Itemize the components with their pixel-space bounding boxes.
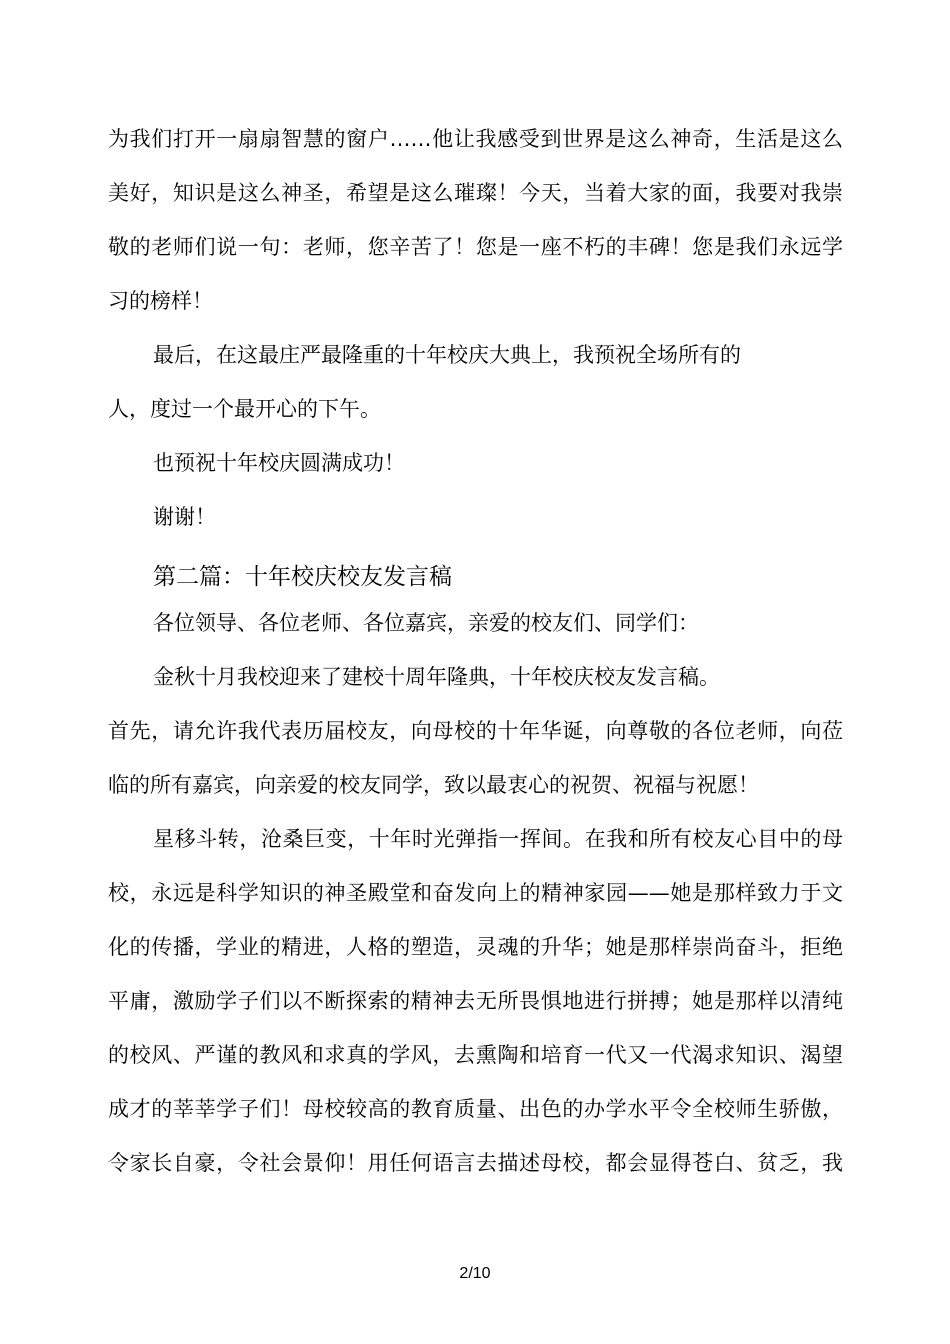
paragraph-line: 金秋十月我校迎来了建校十周年隆典，十年校庆校友发言稿。 bbox=[153, 665, 720, 689]
paragraph-line: 敬的老师们说一句：老师，您辛苦了！您是一座不朽的丰碑！您是我们永远学 bbox=[108, 235, 843, 259]
section-heading: 第二篇：十年校庆校友发言稿 bbox=[153, 564, 452, 590]
paragraph-line: 也预祝十年校庆圆满成功！ bbox=[153, 451, 405, 475]
page-number: 2/10 bbox=[459, 1265, 491, 1282]
salutation: 各位领导、各位老师、各位嘉宾，亲爱的校友们、同学们： bbox=[153, 611, 699, 635]
paragraph-line: 的校风、严谨的教风和求真的学风，去熏陶和培育一代又一代渴求知识、渴望 bbox=[108, 1043, 843, 1067]
paragraph-line: 谢谢！ bbox=[153, 505, 216, 529]
paragraph-line: 美好，知识是这么神圣，希望是这么璀璨！今天，当着大家的面，我要对我崇 bbox=[108, 181, 843, 205]
paragraph-line: 成才的莘莘学子们！母校较高的教育质量、出色的办学水平令全校师生骄傲， bbox=[108, 1097, 843, 1121]
paragraph-line: 最后，在这最庄严最隆重的十年校庆大典上，我预祝全场所有的 bbox=[153, 343, 741, 367]
paragraph-line: 令家长自豪，令社会景仰！用任何语言去描述母校，都会显得苍白、贫乏，我 bbox=[108, 1151, 843, 1175]
paragraph-line: 校，永远是科学知识的神圣殿堂和奋发向上的精神家园——她是那样致力于文 bbox=[108, 881, 843, 905]
paragraph-line: 首先，请允许我代表历届校友，向母校的十年华诞，向尊敬的各位老师，向莅 bbox=[108, 719, 843, 743]
paragraph-line: 临的所有嘉宾，向亲爱的校友同学，致以最衷心的祝贺、祝福与祝愿！ bbox=[108, 773, 759, 797]
paragraph-line: 为我们打开一扇扇智慧的窗户……他让我感受到世界是这么神奇，生活是这么 bbox=[108, 127, 843, 151]
paragraph-line: 平庸，激励学子们以不断探索的精神去无所畏惧地进行拼搏；她是那样以清纯 bbox=[108, 989, 843, 1013]
paragraph-line: 人，度过一个最开心的下午。 bbox=[108, 397, 381, 421]
paragraph-line: 习的榜样！ bbox=[108, 289, 213, 313]
paragraph-line: 化的传播，学业的精进，人格的塑造，灵魂的升华；她是那样崇尚奋斗，拒绝 bbox=[108, 935, 843, 959]
paragraph-line: 星移斗转，沧桑巨变，十年时光弹指一挥间。在我和所有校友心目中的母 bbox=[153, 827, 843, 851]
